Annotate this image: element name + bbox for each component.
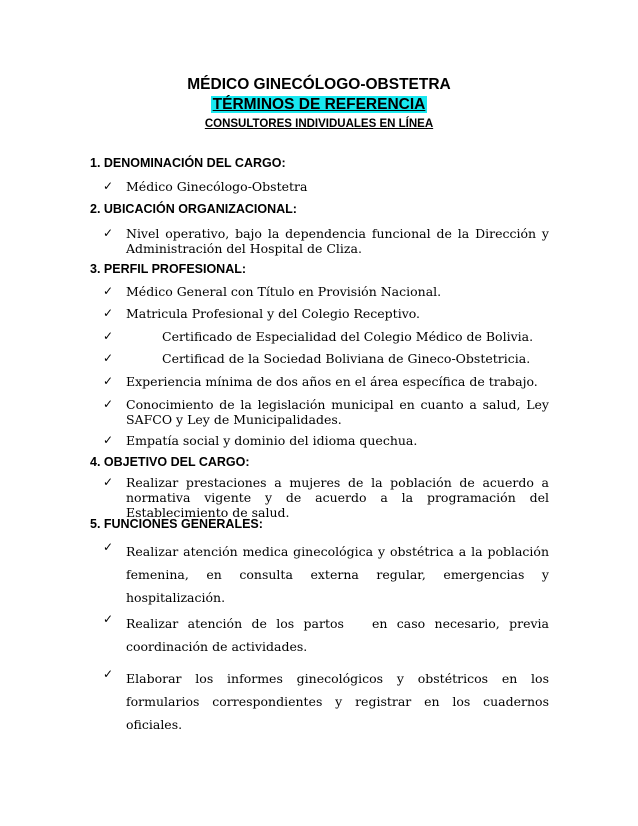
list-item: ✓ Elaborar los informes ginecológicos y obstétricos en los formularios correspondientes y registrar en los cuadernos oficiales. [103,667,549,732]
checkmark-icon: ✓ [103,306,114,320]
highlighted-subtitle: TÉRMINOS DE REFERENCIA [212,96,426,113]
document-subheading: CONSULTORES INDIVIDUALES EN LÍNEA [204,118,434,130]
document-subtitle [0,96,638,114]
checkmark-icon: ✓ [103,612,114,626]
section-heading-1: 1. DENOMINACIÓN DEL CARGO: [90,156,286,170]
checkmark-icon: ✓ [103,284,114,298]
list-item: ✓ Experiencia mínima de dos años en el área específica de trabajo. [103,374,538,389]
list-item: ✓ Certificado de Especialidad del Colegio Médico de Bolivia. [103,329,534,344]
checkmark-icon: ✓ [103,226,114,240]
list-item: ✓ Conocimiento de la legislación municipal en cuanto a salud, Ley SAFCO y Ley de Municipalidades. [103,397,549,427]
list-item: ✓ Nivel operativo, bajo la dependencia funcional de la Dirección y Administración del Hospital de Cliza. [103,226,549,256]
checkmark-icon: ✓ [103,351,114,365]
list-item: ✓ Médico General con Título en Provisión Nacional. [103,284,442,299]
list-item: ✓ Realizar atención medica ginecológica y obstétrica a la población femenina, en consulta externa regular, emergencias y hospitalización. [103,540,549,605]
checkmark-icon: ✓ [103,433,114,447]
list-item: ✓ Empatía social y dominio del idioma quechua. [103,433,418,448]
section-heading-2: 2. UBICACIÓN ORGANIZACIONAL: [90,202,297,216]
checkmark-icon: ✓ [103,667,114,681]
list-item: ✓ Certificad de la Sociedad Boliviana de Gineco-Obstetricia. [103,351,531,366]
checkmark-icon: ✓ [103,179,114,193]
list-item: ✓ Realizar prestaciones a mujeres de la población de acuerdo a normativa vigente y de acuerdo a la programación del Establecimiento de salud. [103,475,549,520]
list-item: ✓ Médico Ginecólogo-Obstetra [103,179,308,194]
checkmark-icon: ✓ [103,397,114,411]
checkmark-icon: ✓ [103,329,114,343]
section-heading-3: 3. PERFIL PROFESIONAL: [90,262,247,276]
list-item: ✓ Realizar atención de los partos en caso necesario, previa coordinación de actividades. [103,612,553,654]
section-heading-4: 4. OBJETIVO DEL CARGO: [90,455,250,469]
checkmark-icon: ✓ [103,540,114,554]
list-item: ✓ Matricula Profesional y del Colegio Receptivo. [103,306,421,321]
document-title: MÉDICO GINECÓLOGO-OBSTETRA [187,76,451,93]
section-heading-5: 5. FUNCIONES GENERALES: [90,517,263,531]
checkmark-icon: ✓ [103,475,114,489]
checkmark-icon: ✓ [103,374,114,388]
